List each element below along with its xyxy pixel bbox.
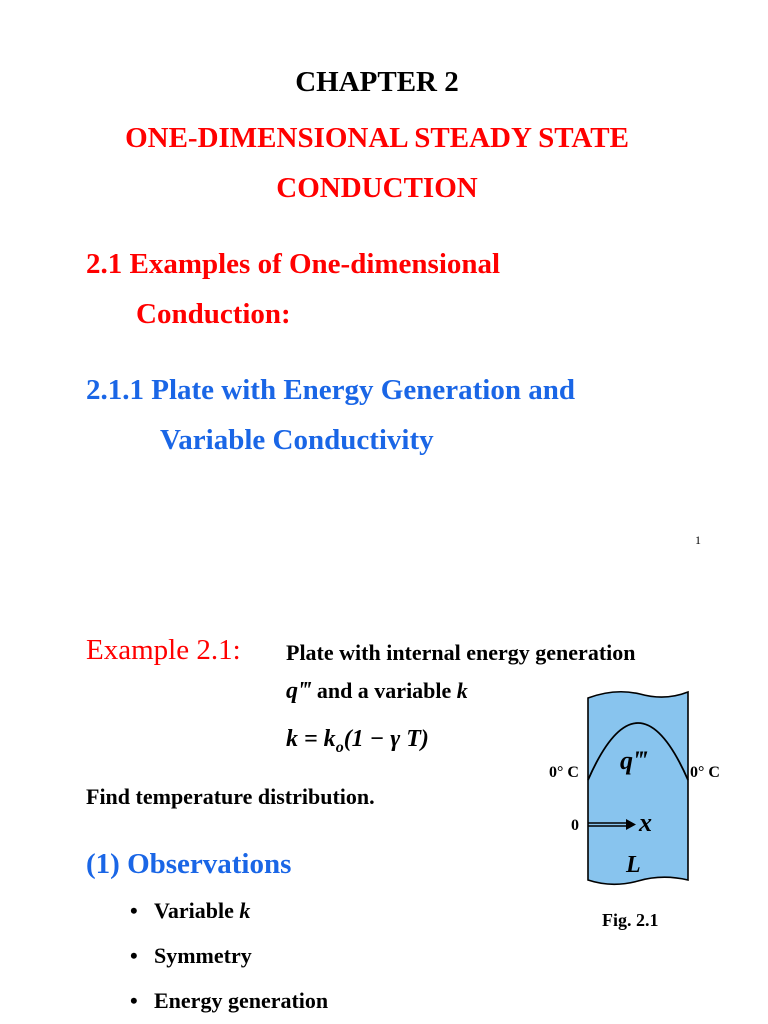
x-axis-label: x (639, 808, 652, 837)
list-item (130, 898, 250, 924)
heat-generation-label: q‴ (620, 746, 648, 775)
k-variable: k (456, 678, 468, 703)
example-description: Plate with internal energy generation (286, 640, 636, 665)
task-statement: Find temperature distribution. (86, 784, 375, 809)
chapter-heading: CHAPTER 2 (295, 66, 459, 98)
observations-heading: (1) Observations (86, 848, 292, 880)
bullet-dot: • (130, 898, 138, 923)
subsection-heading-line1: 2.1.1 Plate with Energy Generation and (86, 374, 575, 406)
chapter-title-line2: CONDUCTION (276, 172, 478, 204)
plate-figure (540, 684, 760, 934)
origin-label: 0 (571, 817, 579, 834)
equation-rhs: (1 − γ T) (343, 726, 429, 752)
left-temperature-label: 0° C (549, 764, 579, 781)
heat-generation-line (286, 678, 468, 705)
example-label: Example 2.1: (86, 634, 241, 666)
bullet-variable: k (239, 898, 251, 923)
figure-caption: Fig. 2.1 (602, 910, 659, 930)
bullet-dot: • (130, 988, 138, 1013)
q-symbol: q‴ (286, 678, 312, 704)
right-temperature-label: 0° C (690, 764, 720, 781)
q-suffix: and a variable (311, 678, 457, 703)
equation-subscript: o (335, 738, 344, 756)
section-heading-line2: Conduction: (136, 298, 291, 330)
list-item (130, 943, 252, 969)
bullet-text: Variable (154, 898, 240, 923)
bullet-text: Energy generation (154, 988, 329, 1013)
equation-lhs: k = k (286, 726, 336, 752)
list-item (130, 988, 328, 1014)
page-number: 1 (695, 533, 701, 547)
bullet-dot: • (130, 943, 138, 968)
section-heading-line1: 2.1 Examples of One-dimensional (86, 248, 501, 280)
subsection-heading-line2: Variable Conductivity (160, 424, 434, 456)
chapter-title-line1: ONE-DIMENSIONAL STEADY STATE (125, 122, 629, 154)
bullet-text: Symmetry (154, 943, 252, 968)
length-label: L (626, 852, 641, 878)
conductivity-equation (286, 726, 429, 757)
